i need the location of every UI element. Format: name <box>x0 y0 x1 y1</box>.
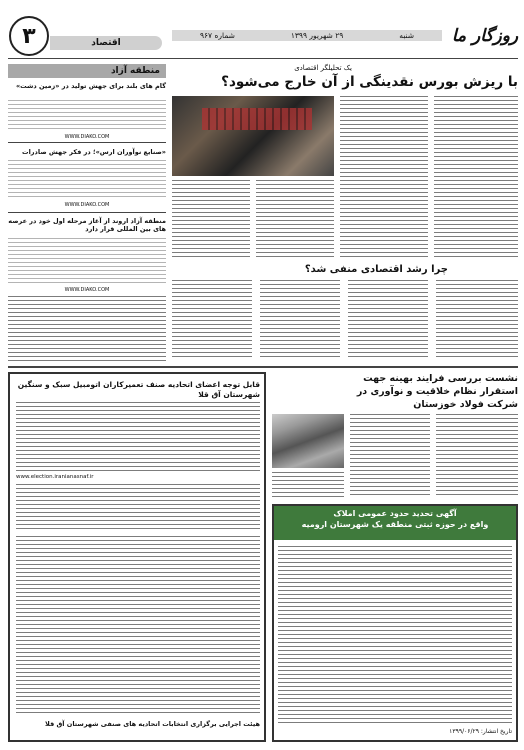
section-tab <box>50 36 162 50</box>
legal-notice-title: آگهی تحدید حدود عمومی املاک <box>333 509 457 518</box>
masthead-issue: شماره ۹۶۷ <box>200 31 235 40</box>
free-zone-item1-body <box>8 100 166 132</box>
lead-headline: با ریزش بورس نقدینگی از آن خارج می‌شود؟ <box>221 74 518 90</box>
masthead-date: ۲۹ شهریور ۱۳۹۹ <box>290 31 344 40</box>
legal-notice-subtitle: واقع در حوزه ثبتی منطقه یک شهرستان ارومیه <box>301 520 489 529</box>
growth-story <box>172 264 518 364</box>
logo-text: روزگار ما <box>451 26 519 46</box>
free-zone-column <box>8 62 166 294</box>
free-zone-item2-body <box>8 160 166 200</box>
free-zone-item3-title: منطقه آزاد اروند از آغاز مرحله اول خود در عرصه های بین المللی قرار دارد <box>8 217 166 233</box>
free-zone-continuation <box>8 296 166 364</box>
masthead <box>0 0 524 62</box>
lead-body-col4 <box>434 96 518 260</box>
free-zone-item1-title: گام های بلند برای جهش تولید در «زمین دشت» <box>15 82 166 90</box>
legal-notice-body <box>278 546 512 724</box>
meeting-story <box>272 372 518 500</box>
divider <box>8 142 166 143</box>
free-zone-item2-link[interactable]: WWW.DIAKO.COM <box>64 202 110 208</box>
section-rule <box>8 366 518 368</box>
lead-kicker: یک تحلیلگر اقتصادی <box>294 64 352 72</box>
announcement-body <box>16 484 260 530</box>
lead-body-col1 <box>172 180 250 260</box>
legal-notice-date: تاریخ انتشار: ۱۳۹۹/۰۶/۲۹ <box>449 728 512 735</box>
growth-body-col3 <box>348 280 428 360</box>
free-zone-item1-link[interactable]: WWW.DIAKO.COM <box>64 134 110 140</box>
stock-exchange-photo <box>172 96 334 176</box>
legal-notice-header <box>274 506 516 540</box>
free-zone-header-text: منطقه آزاد <box>110 66 160 76</box>
meeting-body-right <box>436 414 518 498</box>
legal-notice-box <box>272 504 518 742</box>
divider <box>8 212 166 213</box>
masthead-rule <box>8 58 518 59</box>
page-number: ۳ <box>22 23 36 49</box>
announcement-conditions <box>16 536 260 714</box>
lead-body-col2 <box>256 180 334 260</box>
date-strip <box>172 30 442 41</box>
lead-body-col3 <box>340 96 428 260</box>
growth-headline: چرا رشد اقتصادی منفی شد؟ <box>304 264 448 275</box>
meeting-headline: نشست بررسی فرایند بهینه جهت استقرار نظام خلاقیت و نوآوری در شرکت فولاد خوزستان <box>356 373 518 410</box>
announcement-signature: هیئت اجرایی برگزاری انتخابات اتحادیه های صنفی شهرستان آق قلا <box>45 720 260 728</box>
free-zone-item2-title: «صنایع نوآوران ارس»؛ در فکر جهش صادرات <box>22 148 166 156</box>
growth-body-col1 <box>172 280 252 360</box>
meeting-photo <box>272 414 344 468</box>
announcement-website[interactable]: www.election.iranianasnaf.ir <box>16 474 94 480</box>
growth-body-col2 <box>260 280 340 360</box>
free-zone-item3-body <box>8 238 166 286</box>
meeting-body-left <box>350 414 430 498</box>
announcement-box <box>8 372 266 742</box>
free-zone-header <box>8 64 166 78</box>
newspaper-logo <box>450 22 520 50</box>
meeting-photo-caption <box>272 472 344 498</box>
page-number-badge <box>9 16 49 56</box>
masthead-day: شنبه <box>399 31 415 40</box>
free-zone-item3-link[interactable]: WWW.DIAKO.COM <box>64 287 110 293</box>
board-screen <box>202 108 312 130</box>
section-label: اقتصاد <box>91 38 121 48</box>
announcement-title: قابل توجه اعضای اتحادیه صنف تعمیرکاران اتومبیل سبک و سنگین شهرستان آق قلا <box>17 380 260 399</box>
announcement-intro <box>16 402 260 472</box>
growth-body-col4 <box>436 280 518 360</box>
lead-story <box>172 62 518 262</box>
